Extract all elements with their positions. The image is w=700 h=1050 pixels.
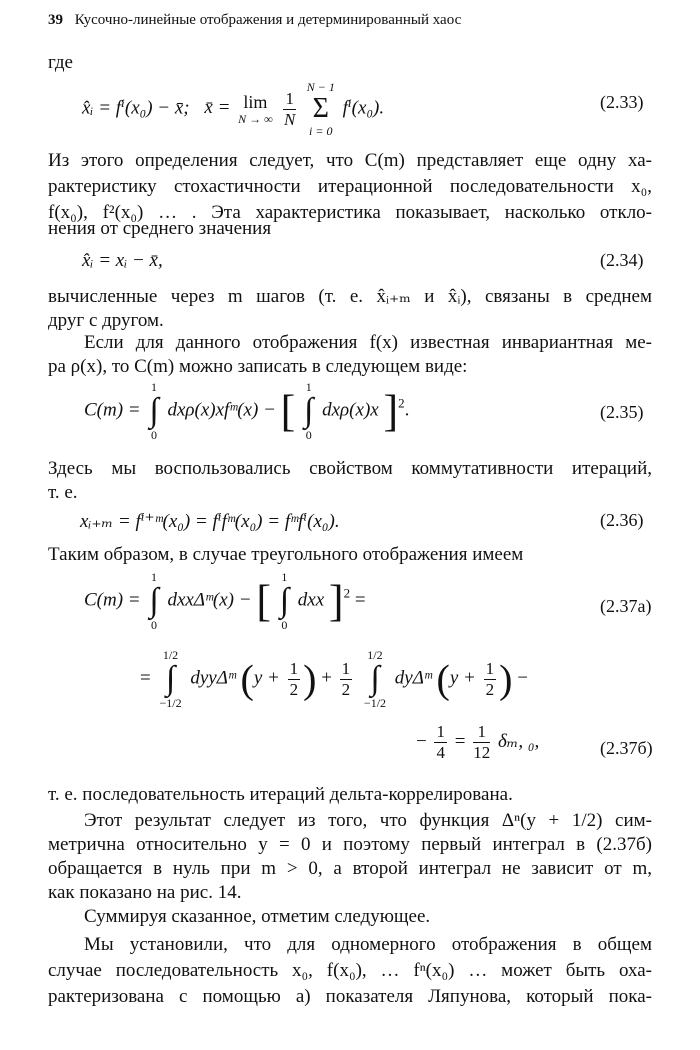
para4-line1: Здесь мы воспользовались свойством коммутативности итераций, — [48, 458, 652, 479]
eq237a-int1-lower: 0 — [151, 618, 158, 632]
eq235-lhs: C(m) = — [84, 399, 141, 421]
eq237b-twelfth — [473, 722, 490, 763]
eq233-frac-den: N — [284, 109, 296, 129]
eq237b-number: (2.37б) — [600, 738, 653, 758]
eq237b-coef-den: 2 — [341, 679, 351, 699]
eq233-sum — [307, 78, 335, 140]
integral-sign-icon: ∫ — [370, 660, 380, 697]
eq233-fraction — [283, 89, 296, 130]
eq235-power: 2 — [398, 395, 405, 411]
eq237b-tail: − — [517, 667, 528, 689]
equation-2-37a — [84, 570, 366, 632]
left-bracket-icon: [ — [280, 386, 296, 436]
eq233-frac-num: 1 — [285, 88, 294, 108]
integral-sign-icon: ∫ — [165, 660, 176, 697]
equation-2-34: x̂ᵢ = xᵢ − x̄, — [82, 250, 163, 271]
eq233-lhs: x̂ᵢ = fⁱ(x₀) − x̄; — [82, 97, 190, 119]
eq237a-tail: = — [354, 589, 366, 611]
eq237b-half2-num: 1 — [485, 658, 495, 678]
eq237a-lhs: C(m) = — [84, 589, 141, 611]
para5-line1: Таким образом, в случае треугольного отображения имеем — [48, 544, 524, 565]
eq237a-int2-body: dxx — [297, 589, 325, 611]
para2-line2: друг с другом. — [48, 310, 164, 331]
eq237b-lead: = — [140, 667, 151, 689]
equation-2-33 — [82, 78, 384, 140]
eq237a-int1-body: dxxΔᵐ(x) − — [167, 589, 252, 611]
left-paren-icon: ( — [240, 656, 254, 702]
eq237b-coef-num: 1 — [341, 658, 351, 678]
eq235-number: (2.35) — [600, 402, 644, 422]
eq235-int2-lower: 0 — [305, 428, 312, 442]
eq237b-int2-lower: −1/2 — [363, 696, 387, 710]
eq237b-plus: + — [321, 667, 332, 689]
running-head — [48, 12, 461, 29]
eq237b-inner1: y + — [253, 667, 280, 689]
page-number: 39 — [48, 12, 63, 28]
right-bracket-icon: ] — [383, 386, 399, 436]
para7-line3: обращается в нуль при m > 0, а второй интеграл не зависит от m, — [48, 858, 652, 879]
eq237a-int1-upper: 1 — [151, 570, 158, 584]
eq237b-quarter — [434, 722, 447, 763]
integral-sign-icon: ∫ — [304, 392, 314, 429]
eq235-integral-2 — [304, 380, 313, 442]
eq237b-int1-body: dyyΔᵐ — [190, 667, 236, 689]
eq237a-int2-lower: 0 — [281, 618, 288, 632]
eq235-int2-upper: 1 — [305, 380, 312, 394]
eq237b-inner2: y + — [449, 667, 476, 689]
para4-line2: т. е. — [48, 482, 78, 503]
eq235-int1-lower: 0 — [151, 428, 158, 442]
eq233-lim-label: lim — [243, 92, 268, 112]
right-bracket-icon: ] — [328, 576, 344, 626]
para7-line1: Этот результат следует из того, что функция Δⁿ(y + 1/2) сим- — [84, 810, 652, 831]
para9-line1: Мы установили, что для одномерного отображения в общем — [84, 934, 652, 955]
para3-line1: Если для данного отображения f(x) известная инвариантная ме- — [84, 332, 652, 353]
eq235-integral-1 — [149, 380, 158, 442]
eq237b-twelfth-den: 12 — [473, 743, 491, 762]
eq237a-integral-1 — [149, 570, 158, 632]
eq237b-quarter-num: 1 — [436, 722, 445, 741]
eq234-number: (2.34) — [600, 250, 644, 270]
eq235-int1-body: dxρ(x)xfᵐ(x) − — [167, 399, 276, 421]
eq237b-int1-lower: −1/2 — [159, 696, 182, 710]
eq233-xbar: x̄ = — [204, 97, 231, 119]
para1-line3: f(x₀), f²(x₀) … . Эта характеристика показывает, насколько откло- — [48, 202, 652, 223]
para9-line2: случае последовательность x₀, f(x₀), … fⁿ(x₀) … может быть оха- — [48, 960, 652, 981]
eq235-int1-upper: 1 — [151, 380, 158, 394]
eq237b-int1-upper: 1/2 — [162, 648, 179, 662]
eq235-int2-body: dxρ(x)x — [322, 399, 379, 421]
left-paren-icon: ( — [436, 656, 450, 702]
eq237b-half2-den: 2 — [485, 679, 495, 699]
eq233-number: (2.33) — [600, 92, 644, 112]
eq233-sum-top: N − 1 — [306, 80, 335, 94]
eq237a-power: 2 — [343, 585, 351, 601]
para1-line4: нения от среднего значения — [48, 218, 272, 239]
intro-word: где — [48, 52, 73, 73]
equation-2-37b-line2 — [416, 722, 539, 763]
para3-line2: ра ρ(x), то C(m) можно записать в следующем виде: — [48, 356, 468, 377]
integral-sign-icon: ∫ — [149, 582, 159, 619]
eq233-sum-sign: Σ — [312, 93, 329, 124]
eq237b-half1-den: 2 — [289, 679, 299, 699]
eq237b-eq: = — [454, 730, 466, 752]
para9-line3: рактеризована с помощью а) показателя Ляпунова, который пока- — [48, 986, 652, 1007]
right-paren-icon: ) — [303, 656, 317, 702]
equation-2-35: C(m) = 1 ∫ 0 dxρ(x)xfᵐ(x) − [ 1 ∫ 0 dxρ(x)x ]$^2$. — [84, 380, 410, 442]
right-paren-icon: ) — [499, 656, 513, 702]
eq237b-int2-body: dyΔᵐ — [394, 667, 432, 689]
integral-sign-icon: ∫ — [149, 392, 159, 429]
eq237a-integral-2 — [280, 570, 289, 632]
left-bracket-icon: [ — [256, 576, 271, 626]
eq233-lim-sub: N → ∞ — [238, 112, 273, 126]
eq237b-minus: − — [416, 730, 427, 752]
para1-line1: Из этого определения следует, что C(m) представляет еще одну ха- — [48, 150, 652, 171]
eq237b-integral-2 — [364, 648, 386, 710]
eq237b-quarter-den: 4 — [436, 743, 445, 762]
eq237a-int2-upper: 1 — [281, 570, 288, 584]
eq237a-number: (2.37а) — [600, 596, 652, 616]
para7-line2: метрична относительно y = 0 и поэтому первый интеграл в (2.37б) — [48, 834, 652, 855]
para7-line4: как показано на рис. 14. — [48, 882, 242, 903]
equation-2-37b-line1 — [140, 648, 528, 710]
para6-line1: т. е. последовательность итераций дельта-коррелирована. — [48, 784, 513, 805]
para8-line1: Суммируя сказанное, отметим следующее. — [84, 906, 431, 927]
running-title: Кусочно-линейные отображения и детерминированный хаос — [74, 12, 462, 28]
eq237b-coef — [340, 659, 353, 700]
para2-line1: вычисленные через m шагов (т. е. x̂ᵢ₊ₘ и x̂ᵢ), связаны в среднем — [48, 286, 652, 307]
eq237b-integral-1 — [159, 648, 181, 710]
eq237b-half1-num: 1 — [289, 658, 299, 678]
eq236-number: (2.36) — [600, 510, 644, 530]
equation-2-36: xᵢ₊ₘ = fⁱ⁺ᵐ(x₀) = fⁱfᵐ(x₀) = fᵐfⁱ(x₀). — [80, 511, 340, 532]
integral-sign-icon: ∫ — [279, 582, 290, 619]
eq237b-int2-upper: 1/2 — [367, 648, 383, 662]
eq233-limit — [238, 92, 273, 126]
eq237b-twelfth-num: 1 — [473, 722, 490, 743]
eq237b-delta: δₘ, ₀, — [497, 730, 540, 752]
para1-line2: рактеристику стохастичности итерационной последовательности x₀, — [48, 176, 652, 197]
eq233-term: fⁱ(x₀). — [342, 97, 385, 119]
eq233-sum-bottom: i = 0 — [309, 124, 333, 138]
eq237b-half-1 — [288, 659, 301, 700]
eq237b-half-2 — [484, 659, 497, 700]
